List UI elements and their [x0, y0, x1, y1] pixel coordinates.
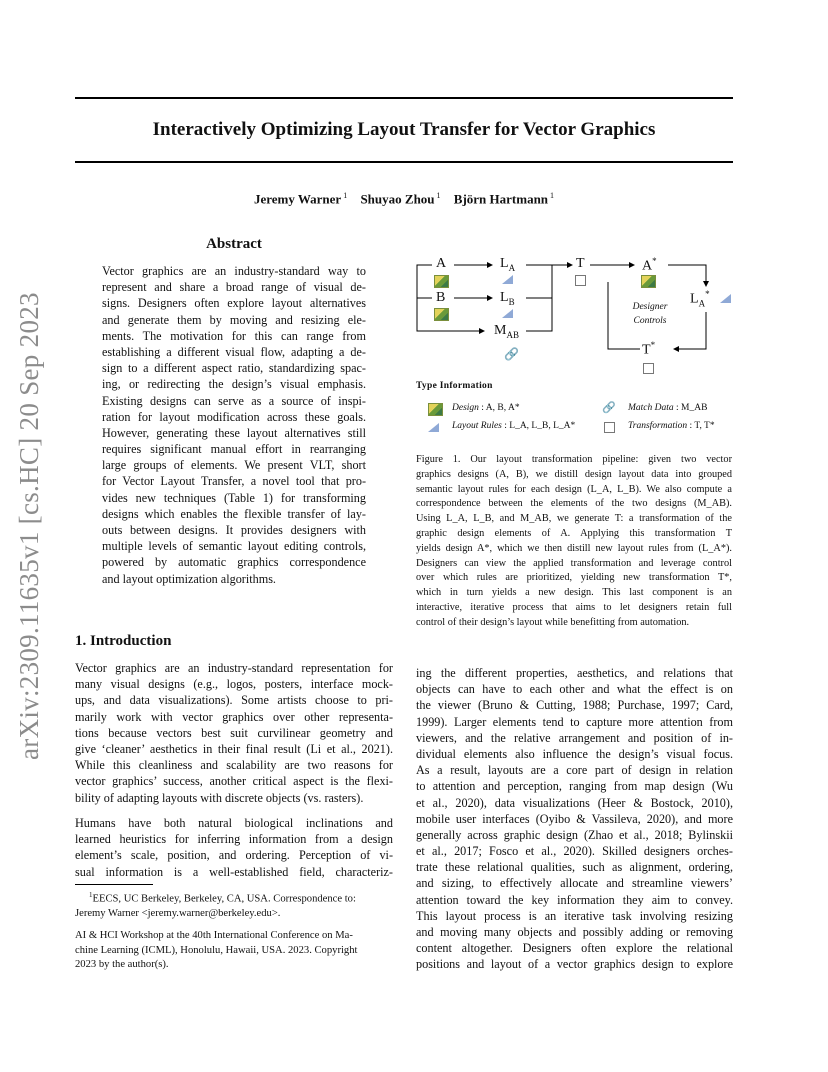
- layout-rules-icon: [428, 423, 439, 432]
- body-line: viewers, and the relative arrangement and position of in-: [416, 730, 733, 745]
- body-line: objects can have to each other and what the effect is on: [416, 682, 733, 697]
- footnote-line: 2023 by the author(s).: [75, 959, 169, 970]
- title-bottom-rule: [75, 161, 733, 163]
- node-mab-label: [494, 323, 519, 340]
- legend-design-label: Design: [452, 403, 479, 413]
- body-line: Vector graphics are an industry-standard representation for: [75, 661, 393, 675]
- body-line: and sizing, to effectively allocate and streamline viewers’: [416, 876, 733, 891]
- arxiv-stamp: arXiv:2309.11635v1 [cs.HC] 20 Sep 2023: [14, 292, 44, 760]
- caption-line: over which rules are prioritized, yielding new transformation T*,: [416, 572, 732, 584]
- transformation-icon: [643, 363, 654, 374]
- design-icon: [428, 403, 443, 416]
- node-tstar-sup: *: [650, 340, 656, 350]
- match-data-icon: 🔗: [504, 347, 519, 361]
- caption-line: semantic layout rules for each design (L_A, L_B). We also compute a: [416, 483, 732, 495]
- abstract-line: ration for layout modification across these goals.: [102, 409, 366, 424]
- node-lb-label: [500, 290, 515, 307]
- paper-title: Interactively Optimizing Layout Transfer for Vector Graphics: [152, 119, 656, 140]
- legend-rules-value: : L_A, L_B, L_A*: [504, 421, 576, 431]
- match-data-icon: 🔗: [602, 402, 616, 414]
- abstract-heading: Abstract: [206, 236, 262, 252]
- body-line: As a result, layouts are a core part of design in relation: [416, 763, 733, 778]
- body-line: to attention and perception, ranging from map design (Wu: [416, 779, 733, 794]
- pipeline-figure: [412, 252, 737, 447]
- body-line: tions because vectors best suit curvilinear geometry and: [75, 725, 393, 740]
- abstract-line: multiple levels of semantic layout editing controls,: [102, 539, 366, 554]
- abstract-line: ing, or redirecting the design’s visual emphasis.: [102, 377, 366, 392]
- caption-line: control of their design’s layout while benefitting from automation.: [416, 616, 690, 628]
- body-line: give ‘cleaner’ aesthetics in their final result (Li et al., 2021).: [75, 741, 393, 756]
- abstract-line: large groups of elements. We present VLT, short: [102, 458, 366, 473]
- node-astar-sup: *: [652, 256, 657, 266]
- caption-line: graphics designs (A, B), we distill design layout data into grouped: [416, 468, 732, 480]
- abstract-line: signs. Designers often explore layout alternatives: [102, 296, 366, 311]
- node-lastar-label: [690, 289, 710, 308]
- node-lastar-text: L: [690, 291, 699, 307]
- designer-controls-label: [622, 300, 678, 328]
- body-line: marily work with vector graphics over other representa-: [75, 709, 393, 724]
- footnote-mark: 1: [89, 891, 93, 899]
- body-line: vector graphics’ success, another critical aspect is the flexi-: [75, 774, 393, 789]
- node-t-label: T: [576, 256, 585, 271]
- layout-rules-icon: [720, 294, 731, 303]
- abstract-line: requires significant manual effort in rearranging: [102, 442, 366, 457]
- body-line: et al., 2017; Fosco et al., 2020). Skilled designers orches-: [416, 844, 733, 859]
- right-column-body: [416, 665, 733, 973]
- footnote-line: Jeremy Warner <jeremy.warner@berkeley.edu>.: [75, 908, 281, 920]
- node-lb-text: L: [500, 290, 509, 305]
- layout-rules-icon: [502, 275, 513, 284]
- design-icon: [434, 308, 449, 321]
- author-name: Shuyao Zhou: [360, 191, 435, 207]
- body-line: content altogether. Designers often explore the relational: [416, 941, 733, 956]
- author-name: Jeremy Warner: [253, 191, 342, 207]
- caption-line: which in turn yields a new design. This last component is an: [416, 587, 732, 599]
- legend-rules-label: Layout Rules: [452, 421, 502, 431]
- legend-rules: [452, 421, 575, 431]
- design-icon: [434, 275, 449, 288]
- legend-match-value: : M_AB: [676, 403, 708, 413]
- abstract-line: powered by automatic graphics correspondence: [102, 555, 366, 570]
- body-line: many visual designs (e.g., logos, posters, interface mock-: [75, 677, 393, 692]
- footnote-line: AI & HCI Workshop at the 40th International Conference on Ma-: [75, 930, 353, 941]
- abstract-line: and generate them by moving and resizing ele-: [102, 312, 366, 327]
- node-la-label: [500, 256, 515, 273]
- caption-line: graphic design elements of A. Applying this transformation T: [416, 527, 732, 539]
- node-astar-text: A: [642, 258, 653, 274]
- node-mab-sub: AB: [506, 329, 519, 340]
- abstract-line: Vector graphics are an industry-standard way to: [102, 264, 366, 278]
- abstract-line: outs between designs. It provides designers with: [102, 523, 366, 537]
- footnote-line: chine Learning (ICML), Honolulu, Hawaii, USA. 2023. Copyright: [75, 944, 358, 956]
- body-line: While this cleanliness and scalability are two reasons for: [75, 758, 393, 773]
- abstract-body: [102, 263, 366, 587]
- body-line: et al., 2020), data visualizations (Heer & Bostock, 2010),: [416, 795, 733, 810]
- body-line: attention toward the key information they aim to convey.: [416, 892, 733, 907]
- node-lb-sub: B: [508, 296, 515, 307]
- arrow-astar-to-lastar: [668, 265, 706, 286]
- body-line: and moving many objects and possibly adding or removing: [416, 925, 733, 939]
- transformation-icon: [575, 275, 586, 286]
- author-affiliation-mark: 1: [550, 191, 555, 200]
- designer-controls-line: Designer: [632, 302, 668, 312]
- footnote-line: EECS, UC Berkeley, Berkeley, CA, USA. Correspondence to:: [92, 893, 356, 905]
- section-heading-introduction: 1. Introduction: [75, 633, 172, 649]
- author-list: [75, 191, 733, 207]
- legend-transform-label: Transformation: [628, 421, 688, 431]
- transformation-icon: [604, 422, 615, 433]
- body-line: sual information is a well-established field, characteriz-: [75, 864, 393, 879]
- designer-controls-line: Controls: [633, 316, 667, 326]
- node-astar-label: [642, 256, 657, 275]
- layout-rules-icon: [502, 309, 513, 318]
- legend-heading: Type Information: [416, 381, 493, 391]
- author-affiliation-mark: 1: [436, 191, 441, 200]
- abstract-line: However, generating these layout alternatives still: [102, 425, 366, 440]
- body-line: positions and layout of a vector graphics design to explore: [416, 957, 733, 972]
- caption-line: interactive, iterative process that aims to let designers retain full: [416, 601, 732, 613]
- legend-match: [628, 403, 707, 413]
- body-line: dividual elements also influence the design’s visual focus.: [416, 746, 733, 761]
- legend-design-value: : A, B, A*: [481, 403, 520, 413]
- footnote-rule: [75, 884, 153, 885]
- body-line: the viewer (Bruno & Cutting, 1988; Purchase, 1997; Card,: [416, 698, 733, 713]
- design-icon: [641, 275, 656, 288]
- node-lastar-sub: A: [698, 298, 706, 309]
- caption-line: yields design A*, which we then distill new layout rules from (L_A*).: [416, 542, 732, 554]
- legend-design: [452, 403, 520, 413]
- abstract-line: establishing a different visual flow, adapting a de-: [102, 344, 366, 359]
- author-name: Björn Hartmann: [453, 191, 549, 207]
- abstract-line: and layout optimization algorithms.: [102, 571, 276, 586]
- legend-transform: [628, 421, 715, 431]
- footnote-affiliation: [75, 888, 393, 922]
- caption-line: Using L_A, L_B, and M_AB, we generate T: a transformation of the: [416, 513, 732, 525]
- node-la-sub: A: [508, 262, 516, 273]
- body-line: trate these relational qualities, such as alignment, ordering,: [416, 860, 733, 875]
- node-lastar-sup: *: [705, 289, 710, 299]
- body-line: element’s scale, position, and ordering. Perception of vi-: [75, 848, 393, 863]
- body-line: ups, and data visualizations). Some artists choose to pri-: [75, 693, 393, 708]
- body-line: Humans have both natural biological inclinations and: [75, 816, 393, 830]
- abstract-line: vides new techniques (Table 1) for transforming: [102, 490, 366, 505]
- intro-paragraph-1: [75, 660, 393, 806]
- node-tstar-label: [642, 340, 655, 359]
- body-line: learned heuristics for inferring information from a design: [75, 832, 393, 847]
- arrow-lastar-to-tstar: [674, 312, 706, 349]
- figure-caption: [416, 453, 732, 631]
- body-line: mobile user interfaces (Oyibo & Vassileva, 2020), and more: [416, 811, 733, 826]
- body-line: 1999). Larger elements tend to capture more attention from: [416, 714, 733, 729]
- legend-transform-value: : T, T*: [689, 421, 715, 431]
- body-line: This layout process is an iterative task involving resizing: [416, 908, 733, 923]
- abstract-line: for Vector Layout Transfer, a novel tool that pro-: [102, 474, 366, 489]
- node-tstar-text: T: [642, 342, 651, 358]
- abstract-line: Existing designs can serve as a source of inspi-: [102, 393, 366, 408]
- node-mab-text: M: [494, 323, 507, 338]
- intro-paragraph-2: [75, 815, 393, 880]
- abstract-line: sign to a different aspect ratio, standardizing spac-: [102, 361, 366, 376]
- node-a-label: A: [436, 256, 447, 271]
- legend-match-label: Match Data: [628, 403, 674, 413]
- title-top-rule: [75, 97, 733, 99]
- body-line: ing the different properties, aesthetics, and relations that: [416, 666, 733, 680]
- node-la-text: L: [500, 256, 509, 271]
- caption-line: correspondence between the elements of the two designs (M_AB).: [416, 498, 732, 510]
- abstract-line: designs which enables the flexible transfer of lay-: [102, 506, 366, 521]
- abstract-line: represent and share a broad range of visual de-: [102, 280, 366, 295]
- author-affiliation-mark: 1: [343, 191, 348, 200]
- caption-line: Figure 1. Our layout transformation pipeline: given two vector: [416, 454, 732, 465]
- caption-line: Designers can view the applied transformation and leverage control: [416, 557, 732, 569]
- node-b-label: B: [436, 290, 446, 305]
- footnote-venue: [75, 929, 393, 973]
- abstract-line: ments. The motivation for this can range from: [102, 328, 366, 343]
- body-line: bility of adapting layouts with discrete objects (vs. rasters).: [75, 790, 364, 805]
- body-line: generally across graphic design (Zhao et al., 2018; Bylinskii: [416, 827, 733, 842]
